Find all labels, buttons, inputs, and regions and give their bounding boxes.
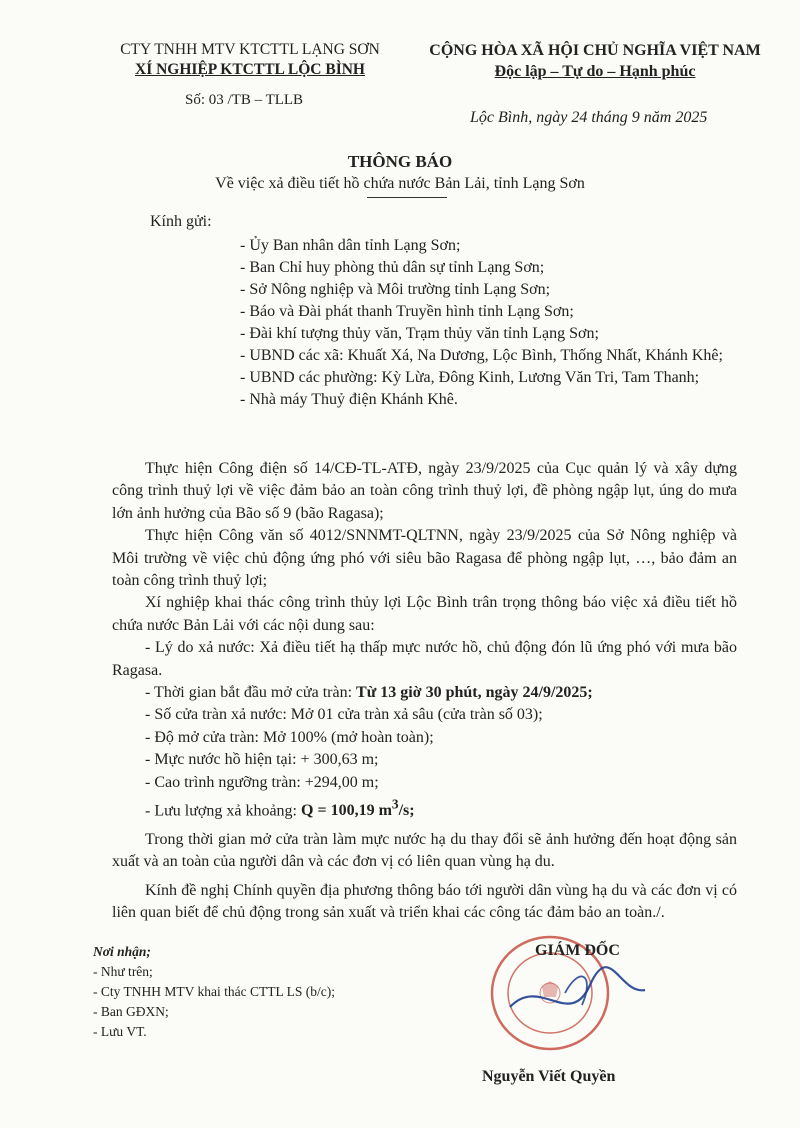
doc-title: THÔNG BÁO <box>347 152 453 171</box>
doc-subtitle: Về việc xả điều tiết hồ chứa nước Bản Lải, tỉnh Lạng Sơn <box>215 175 585 192</box>
recipient-item: - Báo và Đài phát thanh Truyền hình tỉnh Lạng Sơn; <box>240 303 574 320</box>
noi-nhan-item: - Như trên; <box>93 964 153 979</box>
paragraph-impact: Trong thời gian mở cửa tràn làm mực nước hạ du thay đổi sẽ ảnh hưởng đến hoạt động sản xuất và an toàn của người dân và các đơn vị có liên quan vùng hạ du. <box>112 830 737 871</box>
item-water-level: - Mực nước hồ hiện tại: + 300,63 m; <box>145 751 379 769</box>
item-sill-level: - Cao trình ngưỡng tràn: +294,00 m; <box>145 773 379 791</box>
paragraph-cong-dien: Thực hiện Công điện số 14/CĐ-TL-ATĐ, ngày 23/9/2025 của Cục quản lý và xây dựng công trình thuỷ lợi về việc đảm bảo an toàn công trình thuỷ lợi, đề phòng ngập lụt, úng do mưa lớn ảnh hưởng của Bão số 9 (bão Ragasa); <box>112 460 737 522</box>
start-time-value: Từ 13 giờ 30 phút, ngày 24/9/2025; <box>356 684 593 702</box>
org-line2: XÍ NGHIỆP KTCTTL LỘC BÌNH <box>135 61 365 78</box>
doc-number: Số: 03 /TB – TLLB <box>185 92 304 108</box>
noi-nhan-item: - Ban GĐXN; <box>93 1004 169 1019</box>
national-header <box>410 40 780 82</box>
recipient-item: - Sở Nông nghiệp và Môi trường tỉnh Lạng Sơn; <box>240 281 551 298</box>
recipient-item: - UBND các phường: Kỳ Lừa, Đông Kinh, Lương Văn Tri, Tam Thanh; <box>240 369 700 386</box>
nation-line2: Độc lập – Tự do – Hạnh phúc <box>494 63 696 80</box>
recipient-item: - Ban Chỉ huy phòng thủ dân sự tỉnh Lạng Sơn; <box>240 259 545 276</box>
paragraph-request: Kính đề nghị Chính quyền địa phương thông báo tới người dân vùng hạ du và các đơn vị có liên quan biết để chủ động trong sản xuất và triển khai các công tác đảm bảo an toàn./. <box>112 881 737 922</box>
recipient-item: - UBND các xã: Khuất Xá, Na Dương, Lộc Bình, Thống Nhất, Khánh Khê; <box>240 347 723 364</box>
org-line1: CTY TNHH MTV KTCTTL LẠNG SƠN <box>120 41 380 58</box>
handwritten-signature <box>510 967 645 1007</box>
nation-line1: CỘNG HÒA XÃ HỘI CHỦ NGHĨA VIỆT NAM <box>429 42 761 59</box>
item-reason: - Lý do xả nước: Xả điều tiết hạ thấp mực nước hồ, chủ động đón lũ ứng phó với mưa bão Ragasa. <box>112 639 737 679</box>
noi-nhan-heading: Nơi nhận; <box>93 944 151 959</box>
signer-title: GIÁM ĐỐC <box>535 942 620 959</box>
noi-nhan-item: - Cty TNHH MTV khai thác CTTL LS (b/c); <box>93 984 335 999</box>
recipient-list <box>240 235 740 411</box>
noi-nhan-item: - Lưu VT. <box>93 1024 147 1039</box>
noi-nhan-block <box>93 942 335 1042</box>
flow-value: Q = 100,19 $m^3/s$; <box>301 797 415 820</box>
paragraph-cong-van: Thực hiện Công văn số 4012/SNNMT-QLTNN, ngày 23/9/2025 của Sở Nông nghiệp và Môi trường về việc chủ động ứng phó với siêu bão Ragasa để phòng ngập lụt, …, bảo đảm an toàn công trình thuỷ lợi; <box>112 527 737 590</box>
recipient-item: - Đài khí tượng thủy văn, Trạm thủy văn tỉnh Lạng Sơn; <box>240 325 599 342</box>
item-opening: - Độ mở cửa tràn: Mở 100% (mở hoàn toàn); <box>145 728 434 746</box>
item-flow <box>112 794 737 823</box>
start-time-label: - Thời gian bắt đầu mở cửa tràn: <box>145 684 357 702</box>
signer-name: Nguyễn Viết Quyền <box>482 1068 616 1085</box>
recipient-item: - Ủy Ban nhân dân tỉnh Lạng Sơn; <box>240 237 461 254</box>
paragraph-announcement: Xí nghiệp khai thác công trình thủy lợi Lộc Bình trân trọng thông báo việc xả điều tiết hồ chứa nước Bản Lải với các nội dung sau: <box>112 594 737 634</box>
item-gates: - Số cửa tràn xả nước: Mở 01 cửa tràn xả sâu (cửa tràn số 03); <box>145 706 543 724</box>
subtitle-underline <box>367 197 447 198</box>
kinh-gui-label: Kính gửi: <box>150 213 212 230</box>
item-start-time <box>112 682 737 704</box>
issuer-header <box>100 40 400 80</box>
date-line: Lộc Bình, ngày 24 tháng 9 năm 2025 <box>470 109 708 126</box>
notice-body <box>112 458 737 924</box>
recipient-item: - Nhà máy Thuỷ điện Khánh Khê. <box>240 391 458 408</box>
flow-label: - Lưu lượng xả khoảng: <box>145 802 301 820</box>
